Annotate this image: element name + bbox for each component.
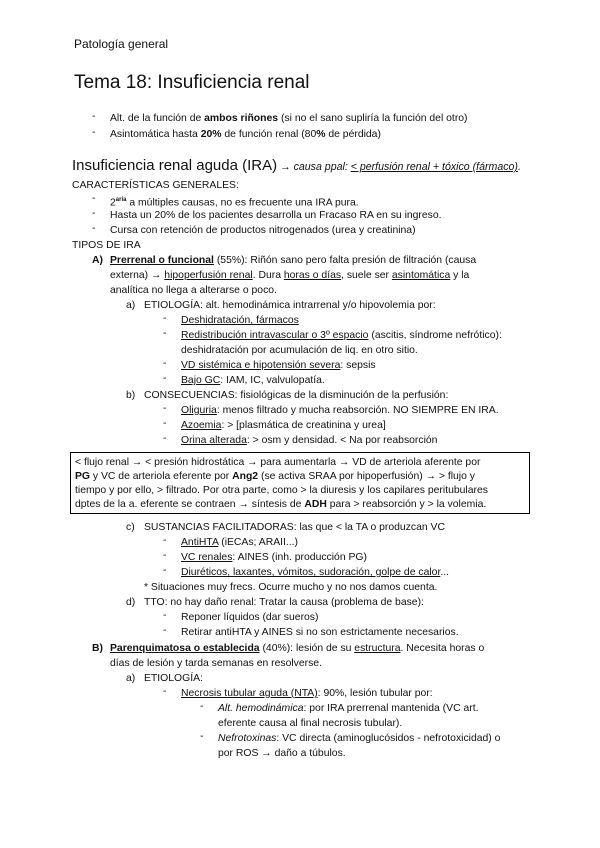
page-header: Patología general xyxy=(74,37,169,51)
b-etio-sub-1 xyxy=(218,701,478,716)
text: de pérdida) xyxy=(325,129,381,140)
bullet-dash: - xyxy=(92,223,96,234)
tto-item-2: Retirar antiHTA y AINES si no son estrictamente necesarios. xyxy=(181,627,459,638)
bold-text: PG xyxy=(75,471,91,482)
etiologia-item-1 xyxy=(181,313,299,328)
note-text: causa ppal: xyxy=(293,161,351,173)
bold-text: Ang2 xyxy=(232,471,259,482)
text: Alt. de la función de xyxy=(110,113,205,124)
text: : > [plasmática de creatinina y urea] xyxy=(221,420,386,431)
text: : sepsis xyxy=(340,360,376,371)
text: . Necesita horas o xyxy=(400,643,485,654)
text: externa) → xyxy=(110,270,165,281)
text: dptes de la a. eferente se contraen → síntesis de xyxy=(75,499,305,510)
underlined-text: Orina alterada xyxy=(181,435,247,446)
heading-text: Insuficiencia renal aguda (IRA) xyxy=(72,157,278,174)
type-a-line-2 xyxy=(110,268,469,283)
bullet-dash: - xyxy=(200,701,204,712)
sust-item-2 xyxy=(181,550,367,565)
text: (iECAs; ARAII...) xyxy=(218,537,299,548)
consec-item-3 xyxy=(181,433,437,448)
type-a-line-3: analítica no llega a alterarse o poco. xyxy=(110,285,277,296)
intro-item-2 xyxy=(110,127,381,142)
list-label: a) xyxy=(126,300,136,311)
caract-item-2: Hasta un 20% de los pacientes desarrolla un Fracaso RA en su ingreso. xyxy=(110,210,442,221)
bullet-dash: - xyxy=(163,358,167,369)
b-etio-sub-2-cont: por ROS → daño a túbulos. xyxy=(218,748,346,759)
b-etiologia-text: ETIOLOGÍA: xyxy=(144,673,203,684)
text: : menos filtrado y mucha reabsorción. NO SIEMPRE EN IRA. xyxy=(216,405,499,416)
sust-item-1 xyxy=(181,535,298,550)
text: (55%): Riñón sano pero falta presión de filtración (causa xyxy=(213,255,477,266)
bullet-dash: - xyxy=(163,328,167,339)
box-line-4 xyxy=(75,497,486,512)
bullet-dash: - xyxy=(200,731,204,742)
underlined-text: horas o días xyxy=(283,270,342,281)
underlined-text: VD sistémica e hipotensión severa xyxy=(181,360,341,371)
note-text: . xyxy=(517,161,521,173)
tto-item-1: Reponer líquidos (dar sueros) xyxy=(181,612,319,623)
text: para > reabsorción y > la volemia. xyxy=(326,499,487,510)
section-heading-ira xyxy=(72,157,521,174)
note-underlined: < perfusión renal + tóxico (fármaco) xyxy=(350,161,518,173)
box-line-2 xyxy=(75,469,475,484)
etiologia-item-4 xyxy=(181,373,325,388)
bullet-dash: - xyxy=(163,418,167,429)
sust-note: * Situaciones muy frecs. Ocurre mucho y no nos damos cuenta. xyxy=(144,582,438,593)
sustancias-text: SUSTANCIAS FACILITADORAS: las que < la TA o produzcan VC xyxy=(144,522,445,533)
text: Asintomática hasta xyxy=(110,129,201,140)
superscript: aria xyxy=(115,197,127,203)
underlined-text: Redistribución intravascular o 3º espacio xyxy=(181,330,369,341)
tto-text: TTO: no hay daño renal: Tratar la causa (problema de base): xyxy=(144,597,424,608)
text: : IAM, IC, valvulopatía. xyxy=(220,375,325,386)
text: ... xyxy=(440,567,449,578)
underlined-text: Necrosis tubular aguda (NTA) xyxy=(181,688,318,699)
italic-text: Alt. hemodinámica xyxy=(218,703,304,714)
text: (40%): lesión de su xyxy=(259,643,355,654)
text: : por IRA prerrenal mantenida (VC art. xyxy=(303,703,479,714)
text: (ascitis, síndrome nefrótico): xyxy=(368,330,502,341)
list-label: c) xyxy=(126,522,135,533)
text: : VC directa (aminoglucósidos - nefrotoxicidad) o xyxy=(276,733,501,744)
underlined-text: estructura xyxy=(354,643,401,654)
text: , suele ser xyxy=(341,270,392,281)
text: . Dura xyxy=(252,270,284,281)
bullet-dash: - xyxy=(163,686,167,697)
underlined-text: AntiHTA xyxy=(181,537,219,548)
text: : AINES (inh. producción PG) xyxy=(232,552,367,563)
underlined-text: Oliguria xyxy=(181,405,217,416)
b-etio-sub-1-cont: eferente causa al final necrosis tubular). xyxy=(218,718,403,729)
bullet-dash: - xyxy=(92,127,96,138)
list-label: a) xyxy=(126,673,136,684)
page-title: Tema 18: Insuficiencia renal xyxy=(74,72,310,93)
type-a-line-1 xyxy=(110,253,476,268)
b-etio-item-1 xyxy=(181,686,433,701)
tipos-heading: TIPOS DE IRA xyxy=(72,240,141,251)
bullet-dash: - xyxy=(163,550,167,561)
bullet-dash: - xyxy=(163,433,167,444)
italic-text: Nefrotoxinas xyxy=(218,733,277,744)
caract-item-3: Cursa con retención de productos nitrogenados (urea y creatinina) xyxy=(110,225,416,236)
bullet-dash: - xyxy=(163,535,167,546)
underlined-text: Azoemia xyxy=(181,420,222,431)
box-line-1: < flujo renal → < presión hidrostática → para aumentarla → VD de arteriola aferente por xyxy=(75,457,481,468)
list-label: b) xyxy=(126,390,136,401)
bullet-dash: - xyxy=(163,625,167,636)
etiologia-item-2-cont: deshidratación por acumulación de liq. en otro sitio. xyxy=(181,345,418,356)
text: : > osm y densidad. < Na por reabsorción xyxy=(246,435,438,446)
text: 2 xyxy=(110,197,116,209)
underlined-text: asintomática xyxy=(391,270,451,281)
bold-text: 20% xyxy=(200,129,222,140)
underlined-text: VC renales xyxy=(181,552,233,563)
bullet-dash: - xyxy=(163,313,167,324)
consec-item-2 xyxy=(181,418,386,433)
consecuencias-text: CONSECUENCIAS: fisiológicas de la disminución de la perfusión: xyxy=(144,390,449,401)
bold-text: ambos riñones xyxy=(204,113,279,124)
type-b-title: Parenquimatosa o establecida xyxy=(110,643,260,654)
text: y VC de arteriola eferente por xyxy=(90,471,233,482)
underlined-text: hipoperfusión renal xyxy=(164,270,253,281)
etiologia-item-3 xyxy=(181,358,376,373)
etiologia-item-2 xyxy=(181,328,502,343)
arrow: → xyxy=(277,161,294,173)
etiologia-text: ETIOLOGÍA: alt. hemodinámica intrarrenal y/o hipovolemia por: xyxy=(144,300,436,311)
underlined-text: Diuréticos, laxantes, vómitos, sudoración, golpe de calor xyxy=(181,567,441,578)
underlined-text: Deshidratación, fármacos xyxy=(181,315,299,326)
sust-item-3 xyxy=(181,565,449,580)
b-etio-sub-2 xyxy=(218,731,500,746)
bullet-dash: - xyxy=(92,111,96,122)
bullet-dash: - xyxy=(92,208,96,219)
text: (si no el sano supliría la función del otro) xyxy=(278,113,468,124)
underlined-text: Bajo GC xyxy=(181,375,221,386)
box-line-3: tiempo y por ello, > filtrado. Por otra parte, como > la diuresis y los capilares peritubulares xyxy=(75,485,488,496)
list-label: d) xyxy=(126,597,136,608)
text: de función renal (80 xyxy=(221,129,317,140)
type-b-line-2: días de lesión y tarda semanas en resolverse. xyxy=(110,658,322,669)
bold-text: % xyxy=(316,129,326,140)
text: (se activa SRAA por hipoperfusión) → > flujo y xyxy=(258,471,475,482)
intro-item-1 xyxy=(110,111,468,126)
text: a múltiples causas, no es frecuente una IRA pura. xyxy=(126,197,359,209)
type-b-line-1 xyxy=(110,641,484,656)
text: y la xyxy=(450,270,470,281)
text: : 90%, lesión tubular por: xyxy=(317,688,433,699)
consec-item-1 xyxy=(181,403,499,418)
bullet-dash: - xyxy=(163,373,167,384)
type-a-title: Prerrenal o funcional xyxy=(110,255,214,266)
section-letter-b: B) xyxy=(92,643,103,654)
bold-text: ADH xyxy=(304,499,327,510)
caract-heading: CARACTERÍSTICAS GENERALES: xyxy=(72,180,239,191)
bullet-dash: - xyxy=(92,193,96,204)
bullet-dash: - xyxy=(163,610,167,621)
section-letter-a: A) xyxy=(92,255,103,266)
bullet-dash: - xyxy=(163,403,167,414)
bullet-dash: - xyxy=(163,565,167,576)
